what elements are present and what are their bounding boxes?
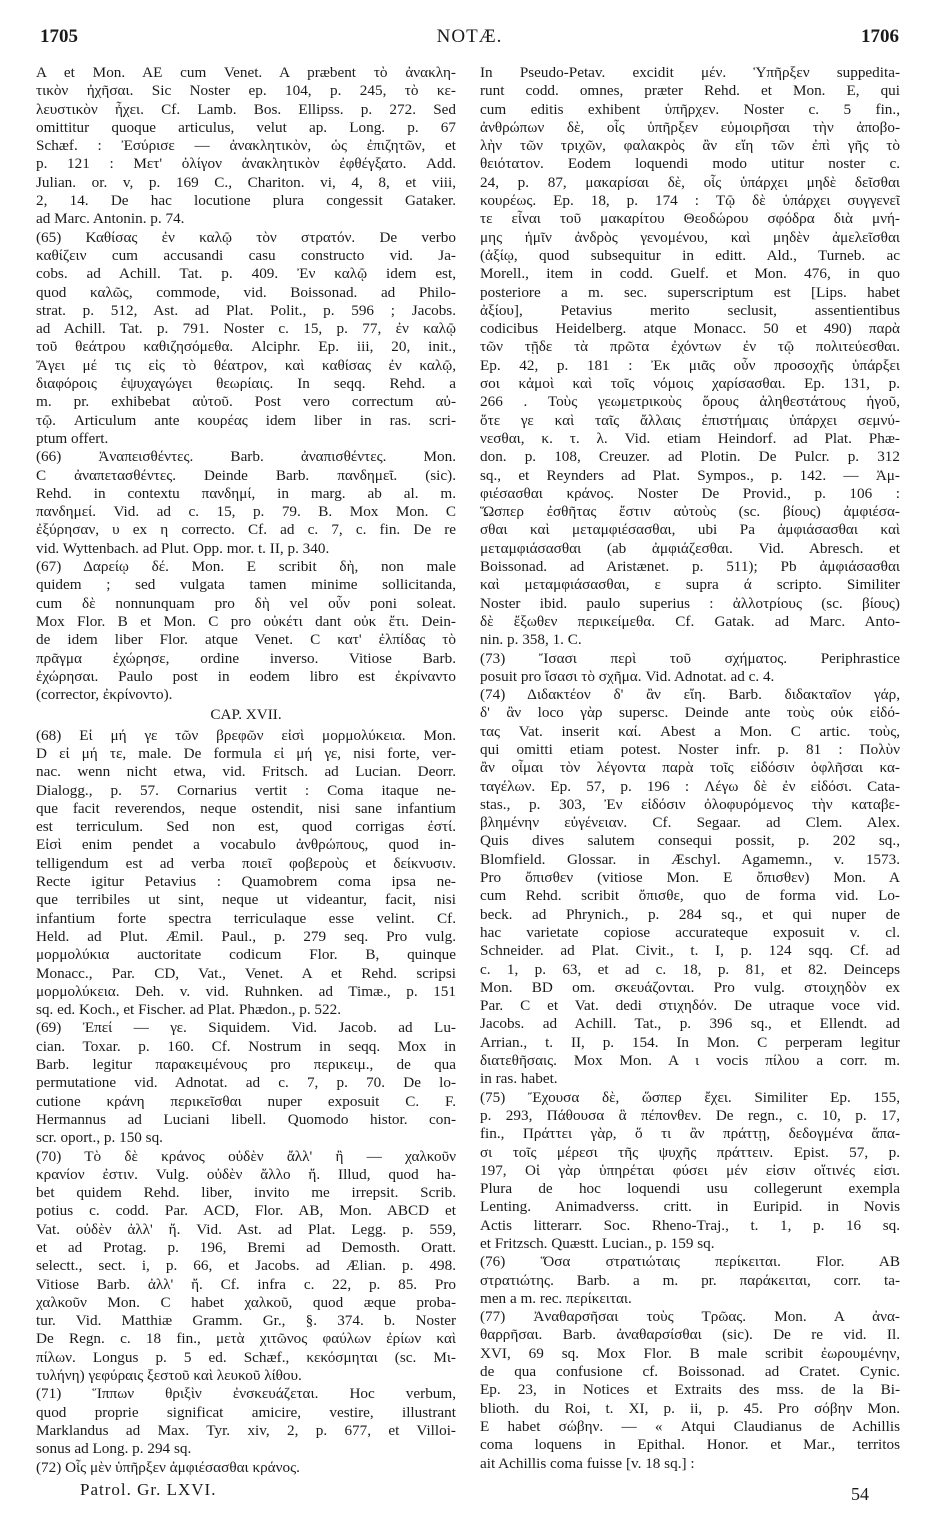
text-line: ὅτε γε καὶ ταῖς ἄλλαις ἐπιστήμαις ὑπάρχει σεμνύ- — [480, 411, 900, 429]
text-line: Schneider. ad Plat. Civit., t. I, p. 124 sqq. Cf. ad — [480, 942, 900, 960]
text-line: CAP. XVII. — [210, 706, 282, 724]
text-line: λὴν τῶν τριχῶν, φαλακρὸς ἂν εἴη τῶν ἐπὶ γῆς τὸ — [480, 137, 900, 155]
text-line: et ad Protag. p. 196, Bremi ad Demosth. Oratt. — [36, 1239, 456, 1256]
text-line: cum δὲ nonnunquam pro δὴ vel οὖν poni soleat. — [36, 594, 456, 612]
footer-signature: Patrol. Gr. LXVI. — [80, 1480, 217, 1499]
text-line: p. 293, Πάθουσα ἃ πέπονθεν. De regn., c. 10, p. 17, — [480, 1106, 900, 1124]
text-line: (74) Διδακτέον δ' ἂν εἴη. Barb. διδακταῖον γάρ, — [480, 686, 900, 704]
text-line: blioth. du Roi, t. XI, p. ii, p. 45. Pro σόβην Mon. — [480, 1399, 900, 1417]
text-line: Εἰσὶ enim pendet a vocabulo ἀνθρώπους, quod in- — [36, 836, 456, 854]
text-line: διαφόροις ἐψυχαγώγει θεωρίαις. In seqq. Rehd. a — [36, 375, 456, 393]
text-line: Mon. BD om. σκευάζονται. Pro vulg. στοιχηδὸν ex — [480, 978, 900, 996]
text-line: telligendum est ad verba ποιεῖ φοβεροὺς et δείκνυσιν. — [36, 854, 456, 872]
text-line: Recte igitur Petavius : Quamobrem coma ipsa ne- — [36, 873, 456, 891]
text-line: ait Achillis coma fuisse [v. 18 sq.] : — [480, 1454, 695, 1472]
text-line: πίλων. Longus p. 5 ed. Schæf., κεκόσμηται (sc. Μι- — [36, 1348, 456, 1366]
text-line: Ep. 42, p. 181 : Ἐκ μιᾶς οὖν προσοχῆς ὑπάρξει — [480, 356, 900, 374]
text-line: καὶ μεταμφιάσασθαι, ε supra ά scripto. Similiter — [480, 576, 900, 594]
text-line: Rehd. in contextu πανδημί, in marg. ab al. m. — [36, 484, 456, 502]
text-line: vid. Wyttenbach. ad Plut. Opp. mor. t. II, p. 340. — [36, 539, 330, 557]
text-line: D εἰ μή τε, male. De formula εἰ μή γε, nisi forte, ver- — [36, 744, 456, 762]
text-line: τε εἶναι τοῦ μακαρίτου Θεοδώρου σφόδρα διὰ μνή- — [480, 210, 900, 228]
text-line: (72) Οἷς μὲν ὑπῆρξεν ἀμφιέσασθαι κράνος. — [36, 1458, 300, 1476]
text-line: selectt., sect. i, p. 66, et Jacobs. ad Ælian. p. 498. — [36, 1257, 456, 1275]
text-line: (corrector, ἐκρίνοντο). — [36, 686, 173, 704]
text-line: A et Mon. AE cum Venet. A præbent τὸ ἀνακλη- — [36, 64, 456, 81]
text-line: Ἄγει μέ τις εἰς τὸ θέατρον, καὶ καθίσας ἐν καλῷ, — [36, 356, 456, 374]
text-line: ἐχώρησαι. Paulo post in eodem libro est ἐκρίναντο — [36, 667, 456, 685]
text-line: σθαι καὶ μεταμφιέσασθαι, ubi Pa ἀμφιάσασθαι καὶ — [480, 521, 900, 539]
text-line: quod καλῶς, commode, vid. Boissonad. ad Philo- — [36, 283, 456, 301]
text-line: 197, Οἱ γὰρ ὑπηρέται φύσει μέν εἰσιν οἵτινές εἰσι. — [480, 1161, 900, 1179]
text-line: nac. wenn nicht etwa, vid. Fritsch. ad Lucian. Deorr. — [36, 763, 456, 781]
text-line: posuit pro ἴσασι τὸ σχῆμα. Vid. Adnotat. ad c. 4. — [480, 667, 775, 685]
text-line: ad Achill. Tat. p. 791. Noster c. 15, p. 77, ἐν καλῷ — [36, 320, 456, 338]
text-line: Blomfield. Glossar. in Æschyl. Agamemn., v. 1573. — [480, 850, 900, 868]
text-line: Schæf. : Ἐσύρισε — ἀνακλητικὸν, ὡς ἐπιζητῶν, et — [36, 137, 456, 155]
text-line: (75) Ἔχουσα δὲ, ὥσπερ ἔχει. Similiter Ep. 155, — [480, 1088, 900, 1106]
text-line: (69) Ἐπεί — γε. Siquidem. Vid. Jacob. ad Lu- — [36, 1019, 456, 1037]
text-line: Jacobs. ad Achill. Tat., p. 396 sq., et Ellendt. ad — [480, 1015, 900, 1033]
text-line: Ep. 23, in Notices et Extraits des mss. de la Bi- — [480, 1381, 900, 1399]
text-line: qui omitti etiam potest. Noster infr. p. 81 : Πολὺν — [480, 740, 900, 758]
text-line: καθίζειν cum accusandi casu constructo vid. Ja- — [36, 246, 456, 264]
text-line: don. p. 108, Creuzer. ad Plotin. De Pulcr. p. 312 — [480, 448, 900, 466]
text-line: βλημένην εὐγένειαν. Cf. Segaar. ad Clem. Alex. — [480, 814, 900, 832]
text-line: Marklandus ad Max. Tyr. xiv, 2, p. 677, et Villoi- — [36, 1421, 456, 1439]
text-line: Mox Flor. B et Mon. C pro οὐκέτι dant οὐκ ἔτι. Dein- — [36, 612, 456, 630]
text-line: cutione κράνη περικεῖσθαι nuper exposuit C. F. — [36, 1092, 456, 1110]
text-line: et Fritzsch. Quæstt. Lucian., p. 159 sq. — [480, 1235, 715, 1252]
text-line: que terribiles ut sint, neque ut videantur, facit, nisi — [36, 891, 456, 909]
text-line: 24, p. 87, μακαρίσαι δὲ, οἷς ὑπάρχει μηδὲ δεῖσθαι — [480, 173, 900, 191]
text-line: (65) Καθίσας ἐν καλῷ τὸν στρατόν. De verbo — [36, 228, 456, 246]
text-line: τῶν τῇδε τὰ πρῶτα ἐχόντων ἐν τῷ πολιτεύεσθαι. — [480, 338, 900, 356]
text-line: sq., et Reynders ad Plat. Sympos., p. 142. — Ἀμ- — [480, 466, 900, 484]
text-line: de idem liber Flor. atque Venet. C κατ' ἐλπίδας τὸ — [36, 631, 456, 649]
text-line: quod proprie significat amicire, vestire, illustrant — [36, 1403, 456, 1421]
text-line: τυλήνη) γεφύραις ξεστοῦ καὶ λευκοῦ λίθου. — [36, 1367, 302, 1385]
text-line: Lenting. Animadverss. critt. in Euripid. in Novis — [480, 1198, 900, 1216]
text-line: χαλκοῦν Mon. C habet χαλκοῦ, quod æque proba- — [36, 1293, 456, 1311]
text-line: στρατιώτης. Barb. a m. pr. παράκειται, corr. ta- — [480, 1271, 900, 1289]
text-line: δὲ ἔξωθεν περικείμεθα. Cf. Gatak. ad Marc. Anto- — [480, 612, 900, 630]
text-line: bet quidem Rehd. liber, invito me irrepsit. Scrib. — [36, 1184, 456, 1202]
text-line: (71) Ἵππων θριξὶν ἐνσκευάζεται. Hoc verbum, — [36, 1385, 456, 1403]
text-line: cian. Toxar. p. 160. Cf. Nostrum in seqq. Mox in — [36, 1037, 456, 1055]
text-line: Held. ad Plut. Æmil. Paul., p. 279 seq. Pro vulg. — [36, 927, 456, 945]
text-line: 266 . Τοὺς γεωμετρικοὺς ὅρους ἀληθεστάτους ἡγοῦ, — [480, 393, 900, 411]
text-line: infantium forte spectra terriculaque esse velint. Cf. — [36, 909, 456, 927]
text-line: νεσθαι, κ. τ. λ. Vid. etiam Heindorf. ad Plat. Phæ- — [480, 429, 900, 447]
text-line: sonus ad Long. p. 294 sq. — [36, 1440, 192, 1458]
right-column — [480, 64, 900, 1504]
text-line: πανδημεί. Vid. ad c. 15, p. 79. B. Mox Mon. C — [36, 503, 456, 521]
text-line: p. 121 : Μετ' ὀλίγον ἀνακλητικὸν ἐφθέγξατο. Add. — [36, 155, 456, 173]
text-line: ἀξίου], Petavius merito seclusit, assentientibus — [480, 301, 900, 319]
text-line: posteriore a m. sec. superscriptum est [Lips. habet — [480, 283, 900, 301]
text-line: De Regn. c. 18 fin., μετὰ χιτῶνος φαύλων ἐρίων καὶ — [36, 1330, 456, 1348]
text-line: E habet σώβην. — « Atqui Claudianus de Achillis — [480, 1417, 900, 1435]
text-line: Julian. or. v, p. 169 C., Chariton. vi, 4, 8, et viii, — [36, 173, 456, 191]
text-line: potius c. codd. Par. ACD, Flor. AB, Mon. ABCD et — [36, 1202, 456, 1220]
text-line: Dialogg., p. 57. Cornarius vertit : Coma itaque ne- — [36, 781, 456, 799]
text-line: ἀνθρώπων δὲ, οἷς ὑπῆρξεν εὐμοιρῆσαι τὴν ἀποβο- — [480, 118, 900, 136]
text-line: (70) Τὸ δὲ κράνος οὐδὲν ἄλλ' ἢ — χαλκοῦν — [36, 1147, 456, 1165]
text-line: cum Rehd. scribit ὄπισθε, quo de forma vid. Lo- — [480, 887, 900, 905]
text-line: φιέσασθαι κράνος. Noster De Provid., p. 106 : — [480, 484, 900, 502]
text-line: Vat. οὐδὲν ἀλλ' ἤ. Vid. Ast. ad Plat. Legg. p. 559, — [36, 1220, 456, 1238]
text-line: μορμολύκια auctoritate codicum Flor. B, quinque — [36, 946, 456, 964]
text-line: μης ἡμῖν ἀνδρὸς γενομένου, καὶ μηδὲν ἀμελεῖσθαι — [480, 228, 900, 246]
text-line: σοι κἀμοὶ καὶ τοῖς νόμοις χαρίσασθαι. Ep. 131, p. — [480, 375, 900, 393]
text-line: (68) Εἰ μή γε τῶν βρεφῶν εἰσὶ μορμολύκεια. Mon. — [36, 726, 456, 744]
text-line: δ' ἂν loco γὰρ supersc. Deinde ante τοὺς οὐκ εἰδό- — [480, 704, 900, 722]
text-line: cum editis exhibent ὑπῆρχεν. Noster c. 5 fin., — [480, 100, 900, 118]
text-line: Vitiose Barb. ἀλλ' ἤ. Cf. infra c. 22, p. 85. Pro — [36, 1275, 456, 1293]
text-line: runt codd. omnes, præter Rehd. et Mon. E, qui — [480, 82, 900, 100]
text-line: (66) Ἀναπεισθέντες. Barb. ἀναπισθέντες. Mon. — [36, 448, 456, 466]
text-line: m. pr. exhibebat αὐτοῦ. Post vero correctum αὐ- — [36, 393, 456, 411]
left-page-number: 1705 — [40, 26, 78, 47]
text-line: Par. C et Vat. dedi στιχηδόν. De utraque voce vid. — [480, 997, 900, 1015]
text-line: men a m. rec. περίκειται. — [480, 1289, 632, 1307]
text-line: strat. p. 512, Ast. ad Plat. Polit., p. 596 ; Jacobs. — [36, 301, 456, 319]
text-line: quidem ; sed vulgata tamen minime sollicitanda, — [36, 576, 456, 594]
text-line: θειότατον. Eodem loquendi modo utitur noster c. — [480, 155, 900, 173]
text-line: tur. Vid. Matthiæ Gramm. Gr., §. 374. b. Noster — [36, 1312, 456, 1330]
text-line: τας Vat. inserit καί. Abest a Mon. C artic. τοὺς, — [480, 722, 900, 740]
text-line: Arrian., t. II, p. 154. In Mon. C perperam legitur — [480, 1033, 900, 1051]
text-line: Noster ibid. paulo superius : ἀλλοτρίους (sc. βίους) — [480, 594, 900, 612]
text-line: θαρρῆσαι. Barb. ἀναθαρσίσθαι (sic). De re vid. Il. — [480, 1326, 900, 1344]
text-line: In Pseudo-Petav. excidit μέν. Ὑπῆρξεν suppedita- — [480, 64, 900, 81]
text-line: τῷ. Articulum ante κουρέας idem liber in ras. scri- — [36, 411, 456, 429]
text-line: τοῦ θεάτρου καθιζησόμεθα. Alciphr. Ep. iii, 20, init., — [36, 338, 456, 356]
text-line: Actis litterarr. Soc. Rheno-Traj., t. 1, p. 16 sq. — [480, 1216, 900, 1234]
text-line: coma loquens in Epithal. Honor. et Mar., territos — [480, 1436, 900, 1454]
text-line: Boissonad. ad Aristænet. p. 511); Pb ἀμφιάσασθαι — [480, 558, 900, 576]
text-line: ad Marc. Antonin. p. 74. — [36, 210, 185, 228]
text-line: Ὥσπερ ἐσθῆτας ἔστιν αὐτοὺς (sc. βίους) ἀμφιέσα- — [480, 503, 900, 521]
text-line: (77) Ἀναθαρσῆσαι τοὺς Τρῶας. Mon. A ἀνα- — [480, 1308, 900, 1326]
text-line: XVI, 69 sq. Mox Flor. B male scribit ἐωρουμένην, — [480, 1344, 900, 1362]
text-line: hac varietate copiose accurateque exposuit v. cl. — [480, 923, 900, 941]
right-page-number: 1706 — [861, 26, 899, 47]
text-line: Quis dives salutem consequi possit, p. 202 sq., — [480, 832, 900, 850]
text-line: λευστικὸν ἦχει. Cf. Lamb. Bos. Ellipss. p. 272. Sed — [36, 100, 456, 118]
text-line: (ἀξίῳ, quod subsequitur in editt. Ald., Turneb. ac — [480, 246, 900, 264]
text-line: codicibus Heidelberg. atque Monacc. 50 et 490) παρὰ — [480, 320, 900, 338]
text-line: Barb. legitur παρακειμένους pro περικειμ., de qua — [36, 1056, 456, 1074]
text-line: in ras. habet. — [480, 1070, 558, 1088]
text-line: omittitur quoque articulus, velut ap. Long. p. 67 — [36, 118, 456, 136]
text-line: σι τοῖς μέρεσι τῆς ψυχῆς πράττειν. Epist. 57, p. — [480, 1143, 900, 1161]
text-line: stas., p. 303, Ἐν εἰδόσιν ὀλοφυρόμενος τὴν καταβε- — [480, 795, 900, 813]
text-line: Pro ὄπισθεν (vitiose Mon. E ὄπισθεν) Mon. A — [480, 869, 900, 887]
text-line: Hermannus ad Luciani libell. Quomodo histor. con- — [36, 1110, 456, 1128]
text-line: nin. p. 358, 1. C. — [480, 631, 582, 649]
text-line: μορμολύκεια. Deh. v. vid. Ruhnken. ad Timæ., p. 151 — [36, 982, 456, 1000]
text-line: permutatione vid. Adnotat. ad c. 7, p. 70. De lo- — [36, 1074, 456, 1092]
text-line: (73) Ἴσασι περὶ τοῦ σχήματος. Periphrastice — [480, 649, 900, 667]
page-footer — [36, 1480, 899, 1508]
text-line: est terriculum. Sed non est, quod corrigas ἐστί. — [36, 818, 456, 836]
text-line: 2, 14. De hac locutione plura congessit Gataker. — [36, 192, 456, 210]
text-line: Monacc., Par. CD, Vat., Venet. A et Rehd. scripsi — [36, 964, 456, 982]
text-line: κρανίον ἐστιν. Vulg. οὐδὲν ἄλλο ἤ. Illud, quod ha- — [36, 1165, 456, 1183]
text-line: πρᾶγμα ἐχώρησε, ordine inverso. Vitiose Barb. — [36, 649, 456, 667]
text-line: ptum offert. — [36, 429, 109, 447]
running-header — [40, 26, 899, 56]
left-column — [36, 64, 456, 1494]
text-line: (76) Ὅσα στρατιώταις περίκειται. Flor. AB — [480, 1253, 900, 1271]
text-line: κουρέως. Ep. 18, p. 174 : Τῷ δὲ ὑπάρχει συγγενεῖ — [480, 192, 900, 210]
text-line: ταγέλων. Ep. 57, p. 196 : Λέγω δὲ ἐν εἰδόσι. Cata- — [480, 777, 900, 795]
text-line: Plura de hoc loquendi usu collegerunt exempla — [480, 1180, 900, 1198]
footer-sheet-number: 54 — [851, 1484, 869, 1504]
text-line: ἐξύρησαν, υ ex η correcto. Cf. ad c. 7, c. fin. De re — [36, 521, 456, 539]
text-line: C ἀναπετασθέντες. Deinde Barb. πανδημεῖ. (sic). — [36, 466, 456, 484]
text-line: que facit reverendos, neque ostendit, nisi sane infantium — [36, 799, 456, 817]
text-line: μεταμφιάσασθαι (ab ἀμφιάζεσθαι. Vid. Abresch. et — [480, 539, 900, 557]
text-line: de qua confusione cf. Boissonad. ad Cratet. Cynic. — [480, 1363, 900, 1381]
text-line: fin., Πράττει γὰρ, ὅ τι ἂν πράττῃ, δεδογμένα ἅπα- — [480, 1125, 900, 1143]
text-line: beck. ad Phrynich., p. 284 sq., et qui nuper de — [480, 905, 900, 923]
text-line: scr. oport., p. 150 sq. — [36, 1129, 163, 1147]
text-line: c. 1, p. 63, et ad c. 18, p. 81, et 82. Deinceps — [480, 960, 900, 978]
text-line: cobs. ad Achill. Tat. p. 409. Ἐν καλῷ idem est, — [36, 265, 456, 283]
text-line: διατεθῆσαις. Mox Mon. A ι vocis πίλου a corr. m. — [480, 1052, 900, 1070]
text-line: (67) Δαρείῳ δέ. Mon. E scribit δὴ, non male — [36, 558, 456, 576]
text-line: sq. ed. Koch., et Fischer. ad Plat. Phædon., p. 522. — [36, 1001, 341, 1019]
running-title: NOTÆ. — [436, 26, 503, 47]
text-line: ἂν οἶμαι τὸν λέγοντα παρὰ τοῖς εἰδόσιν ὀφλῆσαι κα- — [480, 759, 900, 777]
text-line: Morell., item in codd. Guelf. et Mon. 476, in quo — [480, 265, 900, 283]
text-line: τικὸν ἠχῆσαι. Sic Noster ep. 104, p. 245, τὸ κε- — [36, 82, 456, 100]
